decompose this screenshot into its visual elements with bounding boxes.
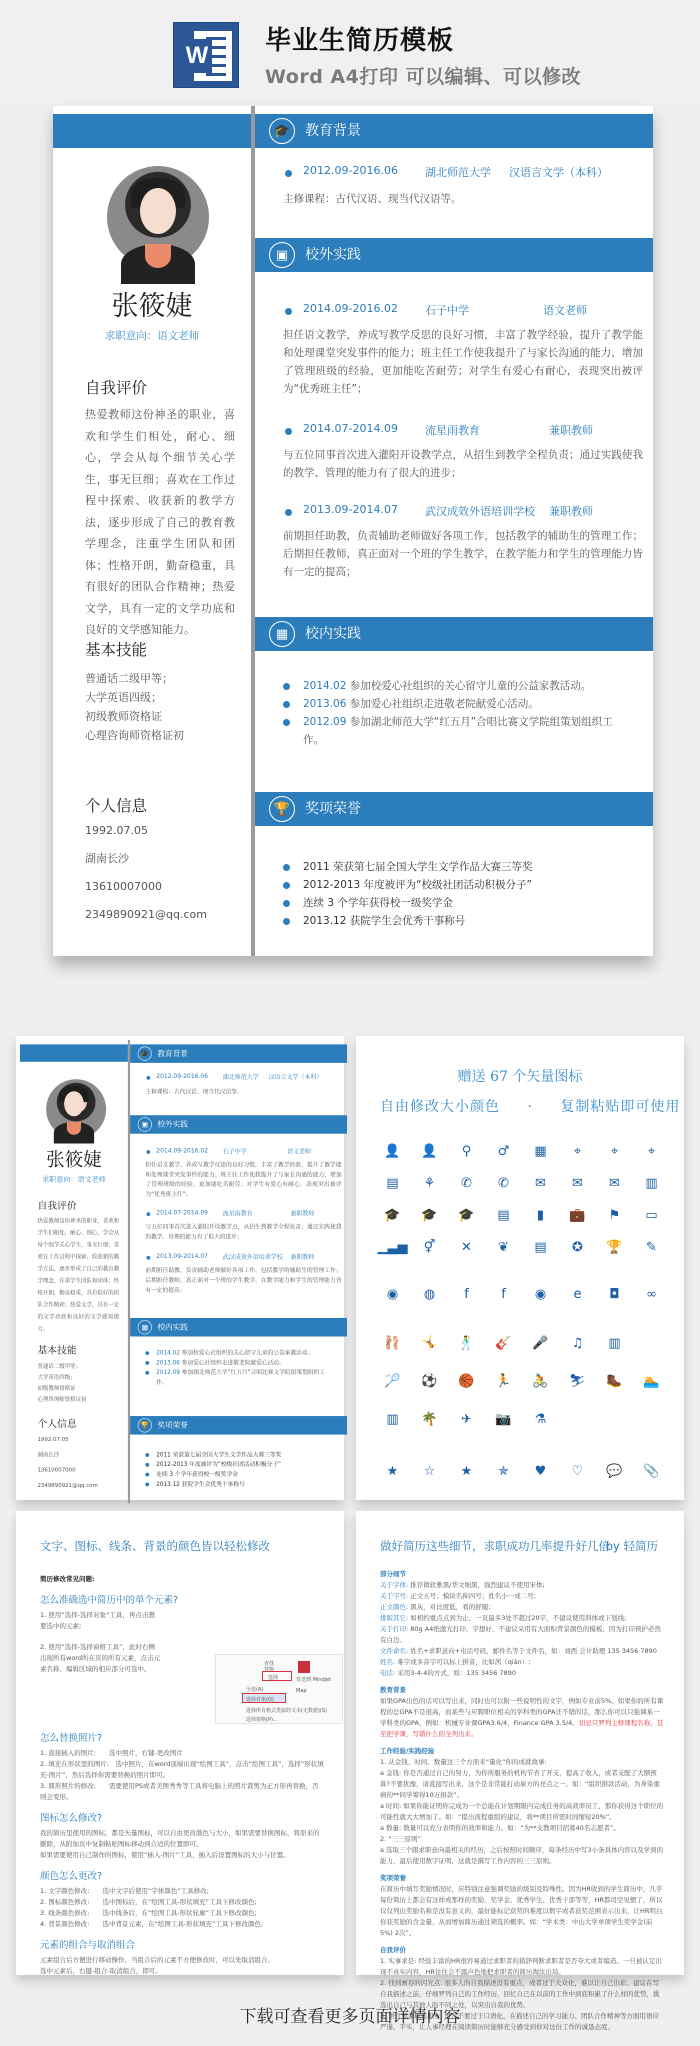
guide-step: 2. 图标颜色修改: 选中图标后，在“绘图工具-形状填充”工具下修改颜色; bbox=[40, 1898, 257, 1906]
guide-text: 元素组合后方便进行移动操作，当组合后的元素不方便修改时，可以先取消组合。 bbox=[40, 1956, 274, 1964]
people-icon: ⚘ bbox=[423, 1176, 436, 1191]
medal-icon: ✪ bbox=[572, 1240, 583, 1255]
list-item: 2013.06 参加爱心社组织走进敬老院献爱心活动。 bbox=[283, 695, 633, 713]
tips-awards-text: 在简历中填写奖励情况时，应特别注意强调奖励的级别及特殊性。因为HR收到的学生简历中，几乎每份简历上都会有这样或那样的奖励，奖学金、优秀学生、优秀干部等等，HR都司空见惯了，所以仅仅列出奖励名称是没有意义的，最好能标记获奖的难度以数字或者获奖范围表示出来，让HR明白你获奖励的含金量，从而增加简历通过筛选的概率。如：“学术类：中山大学单项学生奖学金(前5%) 2次”。 bbox=[380, 1885, 663, 1937]
calendar-icon: ▦ bbox=[534, 1144, 547, 1159]
location-pin-icon: ⌖ bbox=[647, 1144, 656, 1159]
entry-role: 兼职教师 bbox=[549, 505, 593, 518]
guide-title: 文字、图标、线条、背景的颜色皆以轻松修改 bbox=[40, 1539, 270, 1553]
camera-icon: 📷 bbox=[495, 1412, 512, 1427]
guide-q1-title: 怎么准确选中简历中的单个元素? bbox=[40, 1595, 179, 1606]
tips-format-line: 姓名: 难字或多音字可以标上拼音，比如茜（qiàn）; bbox=[380, 1658, 531, 1666]
column-divider bbox=[251, 106, 255, 956]
tips-format-line: 关于字体: 推荐微软雅黑/华文细黑，强烈建议不使用宋体; bbox=[380, 1581, 545, 1589]
guide-step: 1. 文字颜色修改: 选中文字后使用“字体颜色”工具修改; bbox=[40, 1887, 209, 1895]
personal-info-heading: 个人信息 bbox=[85, 797, 148, 815]
star-icon: ★ bbox=[386, 1464, 399, 1479]
self-eval-heading: 自我评价 bbox=[85, 379, 148, 397]
location-pin-icon: ⌖ bbox=[573, 1144, 582, 1159]
guide-step: 1. 使用“选择-选择对象”工具，再点击想要选中的元素; bbox=[40, 1611, 155, 1630]
chart-icon: ▥ bbox=[645, 1176, 658, 1191]
tips-education-text: 如果GPA出色的话可以写出来，同时也可以附一些说明性的文字，例如专业前5%。如果你的所有课程的总GPA不是很高，而某些与应聘职位相关的学科类的GPA还不错的话，那么你可以只强调某一学科类的GPA，例如：机械专业课GPA3.6/4，Finance GPA 3.5/4。切忌只罗列主修课程名称，甚至把学课，写错什么的全列出来。 bbox=[380, 1697, 664, 1738]
list-item: 2012.09 参加湖北师范大学“红五月”合唱比赛文学院组策划组织工作。 bbox=[283, 713, 633, 749]
half-star-icon: ✯ bbox=[498, 1464, 509, 1479]
guide-intro: 简历修改常见问题: bbox=[40, 1575, 95, 1583]
guide-step: 3. 线条颜色修改: 选中线条后，在“绘图工具-形状轮廓”工具下修改颜色; bbox=[40, 1909, 257, 1917]
list-item: 2014.02 参加校爱心社组织的关心留守儿童的公益家教活动。 bbox=[283, 677, 633, 695]
section-title: 校内实践 bbox=[305, 626, 361, 642]
tips-section-heading: 教育背景 bbox=[380, 1686, 406, 1694]
entry-date: 2013.09-2014.07 bbox=[303, 503, 398, 516]
heart-icon: ♥ bbox=[534, 1464, 547, 1479]
gender-icon: ⚥ bbox=[423, 1240, 436, 1255]
skill-item: 心理咨询师资格证初 bbox=[85, 729, 184, 742]
flag-icon: ⚑ bbox=[608, 1208, 621, 1223]
trophy-icon: 🏆 bbox=[606, 1240, 623, 1255]
self-eval-text: 热爱教师这份神圣的职业，喜欢和学生们相处，耐心、细心，学会从每个细节关心学生，事无巨细；喜欢在工作过程中探索、收获新的教学方法，逐步形成了自己的教育教学理念，注重学生团队和团体；性格开朗，勤奋稳重，具有很好的团队合作精神；热爱文学，具有一定的文学功底和良好的文学感知能力。 bbox=[85, 408, 235, 636]
person-icon: 👤 bbox=[421, 1144, 438, 1159]
paperclip-icon: 📎 bbox=[643, 1464, 660, 1479]
entry-desc: 与五位同事首次进入灌阳开设教学点，从招生到教学全程负责；通过实践使我的教学、管理的能力有了很大的进步； bbox=[283, 449, 643, 479]
guide-step: 2. 填充在形状里的图片: 选中照片，在word顶端出现“绘图工具”，点击“绘图工具”，选择“形状填充-图片”，然后选择你需要替换的照片即可。 bbox=[40, 1760, 324, 1779]
list-item: 2012-2013 年度被评为“校级社团活动积极分子” bbox=[283, 876, 633, 894]
entry-org: 流星雨教育 bbox=[425, 424, 480, 437]
badminton-icon: 🏸 bbox=[384, 1374, 401, 1389]
grid-icon: ▦ bbox=[269, 621, 295, 647]
phone-icon: ✆ bbox=[461, 1176, 472, 1191]
graduation-cap-icon: 🎓 bbox=[458, 1208, 475, 1223]
section-title: 教育背景 bbox=[305, 123, 361, 139]
skill-item: 初级教师资格证 bbox=[85, 710, 162, 723]
guide-text: 如果需要使用自己制作的图标，使用“插入-图片”工具，插入后设置图标的大小与位置。 bbox=[40, 1851, 290, 1859]
guide-step: 3. 圆形照片的修改: 需要使用PS或者美图秀秀等工具将电脑上的照片裁剪为正方形再替换，否则会变形。 bbox=[40, 1782, 319, 1801]
entry-org: 武汉成效外语培训学校 bbox=[425, 505, 535, 518]
entry-date: 2014.07-2014.09 bbox=[303, 422, 398, 435]
airplane-icon: ✈ bbox=[461, 1412, 472, 1427]
mini-text: 热爱教师这份神圣的职业，喜欢和学生们相处，耐心、细心，学会从每个细节关心学生，事无巨细；喜欢在工作过程中探索、收获新的教学方法，逐步形成了自己的教育教学理念，注重学生团队和团体；性格开朗，勤奋稳重，具有很好的团队合作精神；热爱文学，具有一定的文学功底和良好的文学感知能力。 bbox=[37, 1218, 120, 1333]
email: 2349890921@qq.com bbox=[85, 908, 207, 921]
music-note-icon: ♫ bbox=[571, 1336, 584, 1351]
icon-grid-hobbies bbox=[374, 1336, 674, 1428]
entry-role: 兼职教师 bbox=[549, 424, 593, 437]
tips-format-line: 正文颜色: 黑灰，对比度低，看的舒服; bbox=[380, 1603, 491, 1611]
facebook-icon: f bbox=[464, 1287, 469, 1302]
piano-icon: ▥ bbox=[608, 1336, 621, 1351]
guide-step: 1. 直接插入的图片: 选中照片，右键-更改图片 bbox=[40, 1749, 183, 1757]
resume-page bbox=[53, 106, 653, 956]
list-icon: ▤ bbox=[497, 1208, 510, 1223]
entry-org: 石子中学 bbox=[425, 304, 469, 317]
page-subtitle: Word A4打印 可以编辑、可以修改 bbox=[265, 66, 581, 88]
mini-intent: 求职意向：语文老师 bbox=[42, 1175, 106, 1184]
mail-icon: ✉ bbox=[535, 1176, 546, 1191]
footer-caption: 下载可查看更多页面详情内容 bbox=[239, 2007, 461, 2027]
section-awards-header bbox=[255, 792, 653, 826]
edu-school: 湖北师范大学 bbox=[425, 166, 491, 179]
skills-heading: 基本技能 bbox=[85, 641, 148, 659]
guide-step: 4. 背景颜色修改: 选中背景元素，在“绘图工具-形状填充”工具下修改颜色; bbox=[40, 1920, 264, 1928]
link-icon: ∞ bbox=[646, 1287, 657, 1302]
trophy-icon: 🏆 bbox=[269, 796, 295, 822]
icon-sheet-title: 赠送 67 个矢量图标 bbox=[457, 1069, 583, 1085]
comment-icon: ▭ bbox=[645, 1208, 658, 1223]
heart-outline-icon: ♡ bbox=[571, 1464, 584, 1479]
section-internal-header bbox=[255, 617, 653, 651]
preview-resume-thumbnail: 张筱婕 求职意向：语文老师 自我评价 热爱教师这份神圣的职业，喜欢和学生们相处，耐心、细心，学会从每个细节关心学生，事无巨细；喜欢在工作过程中探索、收获新的教学方法，逐步形成了自己的教育教学理念，注重学生团队和团体；性格开朗，勤奋稳重，具有很好的团队合作精神；热爱文学，具有一定的文学功底和良好的文学感知能力。 基本技能 普通话二级甲等； 大学英语四级； 初级教师资格证 心理咨询师资格证初 个人信息 1992.07.05 湖南长沙 13610007000 2349890921@qq.com 🎓 教育背景 2012.09-2016.06 湖北师范大学 汉语言文学（本科） 主修课程：古代汉语、现当代汉语等。 ▣ 校外实践 2014.09-2016.02 石子中学 语文老师 担任语文教学，养成写教学反思的良好习惯，丰富了教学经验，提升了教学能和处理课堂突发事件的能力；班主任工作使我提升了与家长沟通的能力，增加了管理班级的经验，更加能吃苦耐劳；对学生有爱心有耐心，表现突出被评为“优秀班主任”； 2014.07-2014.09 流星雨教育 兼职教师 与五位同事首次进入灌阳开设教学点，从招生到教学全程负责；通过实践使我的教学、管理的能力有了很大的进步； 2013.09-2014.07 武汉成效外语培训学校 兼职教师 前期担任助教，负责辅助老师做好各项工作，包括教学的辅助生的管理工作；后期担任教师，真正面对一个班的学生教学，在教学能力和学生的管理能力皆有一定的提高； ▦ 校内实践 2014.02 参加校爱心社组织的关心留守儿童的公益家教活动。 2013.06 参加爱心社组织走进敬老院献爱心活动。 2012.09 参加湖北师范大学“红五月”合唱比赛文学院组策划组织工作。 🏆 奖项荣誉 2011 荣获第七届全国大学生文学作品大赛三等奖 2012-2013 年度被评为“校级社团活动积极分子” 连续 3 个学年获得校一级奖学金 2013.12 获院学生会优秀干事称号 bbox=[16, 1036, 344, 1500]
list-item: 连续 3 个学年获得校一级奖学金 bbox=[283, 894, 633, 912]
icon-sheet-preview bbox=[356, 1036, 684, 1500]
tips-page: 做好简历这些细节，求职成功几率提升好几倍 by 轻简历 部分细节 关于字体: 推荐微软雅黑/华文细黑，强烈建议不使用宋体; 关于字号: 正文五号；模块名称四号；姓名小一或二号; 正文颜色: 黑灰，对比度低，看的舒服; 排版其它: 如相约重点点到为止，一页最多3处不超过20字，不建议使用斜体或下划线; 关于打印: 80g A4纸激光打印，字想好，不建议采用有大面积背景颜色的模板，因为打印预护必然有白边。 文件命名: 姓名+求职意向+电话号码，邮件名等于文件名，如：刘西 会计助理 135 3456 7890 姓名: 难字或多音字可以标上拼音，比如茜（qiàn）; 电话: 采用3-4-4的方式，如：135 3456 7890 教育背景 如果GPA出色的话可以写出来，同时也可以附一些说明性的文字，例如专业前5%。如果你的所有课程的总GPA不是很高，而某些与应聘职位相关的学科类的GPA还不错的话，那么你可以只强调某一学科类的GPA，例如：机械专业课GPA3.6/4，Finance GPA 3.5/4。切忌只罗列主修课程名称，甚至把学课，写错什么的全列出来。 工作经验/实践经验 1. 从金钱、时间、数量这三个方面来“量化”你的成就故事: a 金钱: 你是否通过自己的努力，为你所服务的机构节省了开支，提高了收入，或者支配了大额预算?不要犹豫，请直接写出来，这个是非常能打动雇方的亮点之一。如：“组织捐款活动，为身染重病的**同学筹得10万捐款”。 a 时间: 如果你能证明你完成为一个总能在计划期限内完成任务的高效率员工，那你获得这个职位的可能性就大大增加了。如：“提出流程重组的建议，将**项目所需时间缩短20%”。 a 数量: 数量可以充分表明你的效率和能力。如：“为**支教项目招募40名志愿者”。 2. “三三原则” a 选取三个跟求职意向最相关的经历，之后按照时间顺序，每条经历中写3小条具体内容以及学到的能力，最后使用数字证明，这就是撰写工作内容的三三原则。 奖项荣誉 在简历中填写奖励情况时，应特别注意强调奖励的级别及特殊性。因为HR收到的学生简历中，几乎每份简历上都会有这样或那样的奖励，奖学金、优秀学生、优秀干部等等，HR都司空见惯了，所以仅仅列出奖励名称是没有意义的，最好能标记获奖的难度以数字或者获奖范围表示出来，让HR明白你获奖励的含金量，从而增加简历通过筛选的概率。如：“学术类：中山大学单项学生奖学金(前5%) 2次”。 自我评价 1. 实事求是: 经验丰富的HR很容易通过求职者的措辞判断求职者是否夸大或者编造。一旦被认定出现不真实内容，HR往往会不露声色地把求职者的简历淘汰出局。 2. 找到画卷的闪光点: 很多人的自我描述没有重点，或者过于大众化，难以让自己出彩。建议在写自我描述之前，仔细罗列自己的工作经历，回忆自己在以前的工作中到底积累了什么样的优势，挑选出自己与其他人的不同之处，以突出自我的优势。 3. 语言要兼顾性职业: 语言不要过于口语化，在描述自己的学习能力、团队合作精神等方面用语应严谨、平实，让人事经理在阅读简历时能够充分感受到你对这份工作的诚恳态度。 bbox=[356, 1511, 684, 1975]
guide-text: 选中元素后，右键-组合-取消组合，即可。 bbox=[40, 1967, 162, 1975]
weibo-icon: ◉ bbox=[386, 1287, 399, 1302]
basketball-icon: 🏀 bbox=[458, 1374, 475, 1389]
guide-step: 2. 使用“选择-选择窗格工具”，此时右侧出现所有word所在页的所有元素，点击元素名称，编辑区域的相应部分可选中。 bbox=[40, 1643, 160, 1673]
entry-desc: 担任语文教学，养成写教学反思的良好习惯，丰富了教学经验，提升了教学能和处理课堂突发事件的能力；班主任工作使我提升了与家长沟通的能力，增加了管理班级的经验，更加能吃苦耐劳；对学生有爱心有耐心，表现突出被评为“优秀班主任”； bbox=[283, 329, 643, 395]
ballet-icon: 🩰 bbox=[384, 1336, 401, 1351]
mini-name: 张筱婕 bbox=[46, 1149, 102, 1171]
tips-section-heading: 奖项荣誉 bbox=[380, 1874, 406, 1882]
skills-list bbox=[85, 669, 245, 745]
section-education-header bbox=[255, 114, 653, 148]
external-entry bbox=[283, 422, 643, 482]
leaf-icon: ❦ bbox=[498, 1240, 509, 1255]
word-select-menu-screenshot: 查找 替换 选择 全选(A) 选择对象(O) 选择所有格式类似的文本(无数据)(S) 选择窗格(P)... 发送到 Mindjet Map bbox=[215, 1654, 343, 1724]
tips-format-line: 电话: 采用3-4-4的方式，如：135 3456 7890 bbox=[380, 1669, 516, 1677]
instagram-icon: ◘ bbox=[609, 1287, 620, 1302]
chat-icon: 💬 bbox=[606, 1464, 623, 1479]
soccer-icon: ⚽ bbox=[421, 1374, 438, 1389]
entry-desc: 前期担任助教，负责辅助老师做好各项工作，包括教学的辅助生的管理工作；后期担任教师，真正面对一个班的学生教学，在教学能力和学生的管理能力皆有一定的提高； bbox=[283, 530, 643, 578]
internal-practice-list bbox=[283, 677, 633, 749]
swimming-icon: 🏊 bbox=[643, 1374, 660, 1389]
person-icon: 👤 bbox=[384, 1144, 401, 1159]
mini-heading: 基本技能 bbox=[37, 1344, 77, 1357]
external-entry bbox=[283, 302, 643, 398]
edu-date: 2012.09-2016.06 bbox=[303, 164, 398, 177]
guide-q3-title: 图标怎么修改? bbox=[40, 1813, 103, 1824]
section-external-header bbox=[255, 238, 653, 272]
awards-list bbox=[283, 858, 633, 930]
location: 湖南长沙 bbox=[85, 852, 129, 865]
microphone-icon: 🎤 bbox=[532, 1336, 549, 1351]
growth-chart-icon: ▁▃▅ bbox=[377, 1240, 408, 1255]
page-title: 毕业生简历模板 bbox=[265, 26, 455, 56]
external-entry bbox=[283, 503, 643, 581]
mail-icon: ✉ bbox=[572, 1176, 583, 1191]
guide-q5-title: 元素的组合与取消组合 bbox=[40, 1940, 136, 1951]
list-item: 2013.12 获院学生会优秀干事称号 bbox=[283, 912, 633, 930]
job-intent: 求职意向：语文老师 bbox=[104, 330, 200, 342]
tips-byline: by 轻简历 bbox=[605, 1539, 658, 1553]
graduation-cap-icon: 🎓 bbox=[384, 1208, 401, 1223]
briefcase-icon: ▣ bbox=[269, 242, 295, 268]
bullet-dot bbox=[285, 170, 292, 177]
guitar-icon: 🎸 bbox=[495, 1336, 512, 1351]
beach-icon: 🌴 bbox=[421, 1412, 438, 1427]
twitter-icon: ◉ bbox=[534, 1287, 547, 1302]
birthdate: 1992.07.05 bbox=[85, 824, 148, 837]
skill-item: 大学英语四级； bbox=[85, 691, 162, 704]
word-icon: W bbox=[173, 22, 239, 88]
star-outline-icon: ☆ bbox=[423, 1464, 436, 1479]
skiing-icon: ⛷ bbox=[569, 1374, 586, 1389]
edu-major: 汉语言文学（本科） bbox=[509, 166, 608, 179]
treadmill-icon: 🏃 bbox=[495, 1374, 512, 1389]
browser-icon: e bbox=[573, 1287, 582, 1302]
cycling-icon: 🚴 bbox=[532, 1374, 549, 1389]
male-icon: ♂ bbox=[497, 1144, 510, 1159]
books-icon: ▮ bbox=[536, 1208, 545, 1223]
wechat-icon: ◍ bbox=[423, 1287, 436, 1302]
tips-format-line: 关于字号: 正文五号；模块名称四号；姓名小一或二号; bbox=[380, 1592, 536, 1600]
icon-grid-contact bbox=[374, 1144, 674, 1256]
briefcase-icon: 💼 bbox=[569, 1208, 586, 1223]
gymnastics-icon: 🤸 bbox=[421, 1336, 438, 1351]
icon-sheet-subtitle: 自由修改大小颜色 · 复制粘贴即可使用 bbox=[380, 1099, 681, 1115]
guide-q4-title: 颜色怎么更改? bbox=[40, 1871, 103, 1882]
mail-icon: ✉ bbox=[609, 1176, 620, 1191]
avatar bbox=[107, 166, 209, 268]
tips-format-line: 排版其它: 如相约重点点到为止，一页最多3处不超过20字，不建议使用斜体或下划线; bbox=[380, 1614, 627, 1622]
icon-grid-social bbox=[374, 1287, 674, 1303]
tools-icon: ✕ bbox=[461, 1240, 472, 1255]
book-icon: ▥ bbox=[386, 1412, 399, 1427]
star-icon: ★ bbox=[460, 1464, 473, 1479]
mindjet-icon bbox=[298, 1661, 310, 1673]
phone: 13610007000 bbox=[85, 880, 162, 893]
tips-section-heading: 工作经验/实践经验 bbox=[380, 1747, 435, 1755]
facebook-icon: f bbox=[501, 1287, 506, 1302]
guide-text: 我的简历里使用的图标，都是矢量图标，可以自由更改颜色与大小，如果需要替换图标，将原来的删除，从附加页中复制粘贴图标移动到合适的位置即可。 bbox=[40, 1829, 320, 1848]
tips-format-line: 关于打印: 80g A4纸激光打印，字想好，不建议采用有大面积背景颜色的模板，因为打印预护必然有白边。 bbox=[380, 1625, 661, 1644]
dance-icon: 🕺 bbox=[458, 1336, 475, 1351]
header-banner bbox=[0, 0, 700, 103]
mini-heading: 个人信息 bbox=[37, 1418, 77, 1430]
phone-icon: ✆ bbox=[498, 1176, 509, 1191]
section-title: 奖项荣誉 bbox=[305, 801, 361, 817]
document-icon: ▤ bbox=[534, 1240, 547, 1255]
flask-icon: ⚗ bbox=[534, 1412, 547, 1427]
tips-section-heading: 部分细节 bbox=[380, 1570, 406, 1578]
entry-role: 语文老师 bbox=[543, 304, 587, 317]
edu-courses: 主修课程：古代汉语、现当代汉语等。 bbox=[283, 193, 462, 205]
mini-heading: 自我评价 bbox=[37, 1200, 77, 1212]
hiking-icon: 🥾 bbox=[606, 1374, 623, 1389]
list-item: 2011 荣获第七届全国大学生文学作品大赛三等奖 bbox=[283, 858, 633, 876]
guide-page bbox=[16, 1511, 344, 1975]
tips-section-heading: 自我评价 bbox=[380, 1946, 406, 1954]
education-entry bbox=[283, 164, 643, 208]
search-icon: ⚲ bbox=[461, 1144, 472, 1159]
personal-info-list bbox=[85, 817, 245, 929]
graduation-cap-icon: 🎓 bbox=[269, 118, 295, 144]
edit-icon: ✎ bbox=[646, 1240, 657, 1255]
location-pin-icon: ⌖ bbox=[610, 1144, 619, 1159]
tips-format-line: 文件命名: 姓名+求职意向+电话号码，邮件名等于文件名，如：刘西 会计助理 135 3456 7890 bbox=[380, 1647, 657, 1655]
entry-date: 2014.09-2016.02 bbox=[303, 302, 398, 315]
guide-q2-title: 怎么替换照片? bbox=[40, 1733, 103, 1744]
candidate-name: 张筱婕 bbox=[111, 291, 193, 322]
icon-grid-misc bbox=[374, 1464, 674, 1480]
left-header-bar bbox=[53, 114, 251, 148]
graduation-cap-icon: 🎓 bbox=[421, 1208, 438, 1223]
tips-title: 做好简历这些细节，求职成功几率提升好几倍 bbox=[380, 1539, 610, 1553]
id-card-icon: ▤ bbox=[386, 1176, 399, 1191]
skill-item: 普通话二级甲等； bbox=[85, 672, 173, 685]
section-title: 校外实践 bbox=[305, 247, 361, 263]
